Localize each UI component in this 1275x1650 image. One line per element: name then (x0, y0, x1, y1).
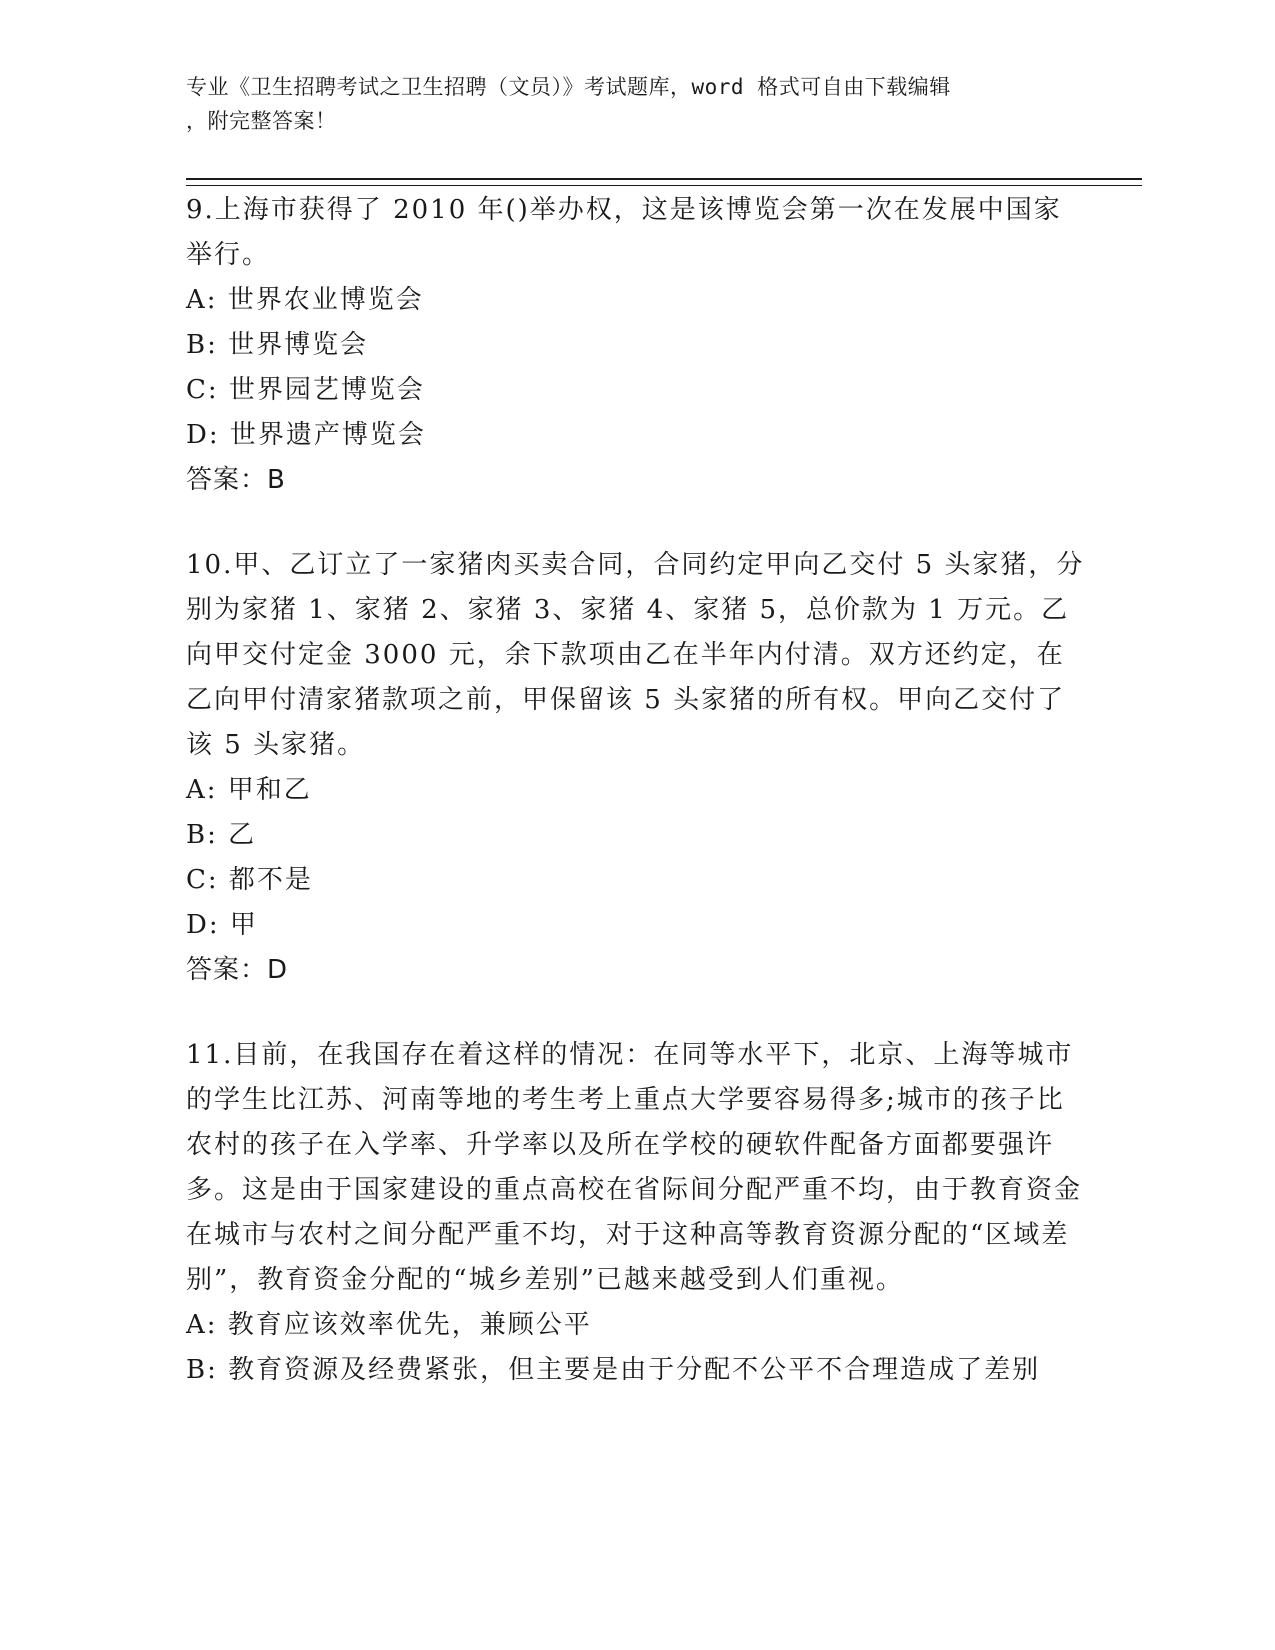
answer: 答案：B (186, 465, 286, 495)
option-b: B: 世界博览会 (186, 330, 369, 360)
question-10 (186, 543, 1086, 993)
option-b: B: 乙 (186, 820, 257, 850)
option-a: A: 世界农业博览会 (186, 285, 424, 315)
question-11 (186, 1033, 1086, 1393)
document-page (186, 70, 1085, 1385)
question-9 (186, 188, 1086, 503)
header-line-1: 专业《卫生招聘考试之卫生招聘（文员）》考试题库，word 格式可自由下载编辑 (186, 75, 951, 99)
option-a: A: 甲和乙 (186, 775, 312, 805)
question-stem: 10.甲、乙订立了一家猪肉买卖合同，合同约定甲向乙交付 5 头家猪，分别为家猪 1、家猪 2、家猪 3、家猪 4、家猪 5，总价款为 1 万元。乙向甲交付定金 3000 元，余下款项由乙在半年内付清。双方还约定，在乙向甲付清家猪款项之前，甲保留该 5 头家猪的所有权。甲向乙交付了该 5 头家猪。 (186, 550, 1085, 760)
question-stem: 11.目前，在我国存在着这样的情况：在同等水平下，北京、上海等城市的学生比江苏、河南等地的考生考上重点大学要容易得多;城市的孩子比农村的孩子在入学率、升学率以及所在学校的硬软件配备方面都要强许多。这是由于国家建设的重点高校在省际间分配严重不均，由于教育资金在城市与农村之间分配严重不均，对于这种高等教育资源分配的“区域差别”，教育资金分配的“城乡差别”已越来越受到人们重视。 (186, 1040, 1083, 1295)
option-d: D: 甲 (186, 910, 258, 940)
question-stem: 9.上海市获得了 2010 年()举办权，这是该博览会第一次在发展中国家举行。 (186, 195, 1062, 270)
option-a: A: 教育应该效率优先，兼顾公平 (186, 1310, 592, 1340)
option-c: C: 世界园艺博览会 (186, 375, 425, 405)
answer: 答案：D (186, 955, 289, 985)
option-c: C: 都不是 (186, 865, 313, 895)
option-d: D: 世界遗产博览会 (186, 420, 426, 450)
document-header (186, 70, 1066, 138)
header-line-2: ，附完整答案！ (186, 109, 337, 133)
header-divider (186, 178, 1142, 186)
question-list (186, 188, 1086, 1433)
option-b: B: 教育资源及经费紧张，但主要是由于分配不公平不合理造成了差别 (186, 1355, 1041, 1385)
